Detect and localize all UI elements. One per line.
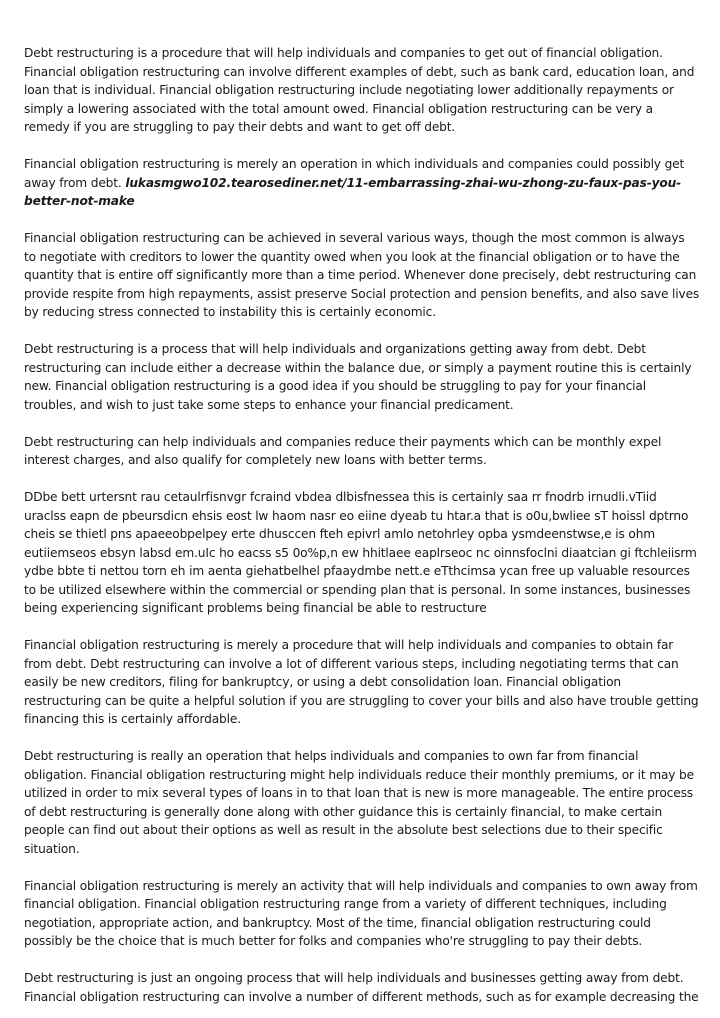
paragraph-3: Financial obligation restructuring can be achieved in several various ways, though the most common is always to negotiate with creditors to lower the quantity owed when you look at the financial obligation or to have the quantity that is entire off significantly more than a time period. Whenever done precisely, debt restructuring can provide respite from high repayments, assist preserve Social protection and pension benefits, and also save lives by reducing stress connected to instability this is certainly economic.	[24, 231, 700, 319]
paragraph-9: Financial obligation restructuring is merely an activity that will help individuals and companies to own away from financial obligation. Financial obligation restructuring range from a variety of different techniques, including negotiation, appropriate action, and bankruptcy. Most of the time, financial obligation restructuring could possibly be the choice that is much better for folks and companies who're struggling to pay their debts.	[24, 878, 698, 948]
paragraph-10: Debt restructuring is just an ongoing process that will help individuals and businesses getting away from debt. Financial obligation restructuring can involve a number of different methods, such as for example decreasing the	[24, 971, 699, 1004]
article-link[interactable]: lukasmgwo102.tearosediner.net/11-embarrassing-zhai-wu-zhong-zu-faux-pas-you-better-not-make	[24, 175, 682, 208]
paragraph-7: Financial obligation restructuring is merely a procedure that will help individuals and companies to obtain far from debt. Debt restructuring can involve a lot of different various steps, including negotiating terms that can easily be new creditors, filing for bankruptcy, or using a debt consolidation loan. Financial obligation restructuring can be quite a helpful solution if you are struggling to cover your bills and also have trouble getting financing this is certainly affordable.	[24, 638, 699, 726]
paragraph-2	[24, 155, 700, 211]
paragraph-4: Debt restructuring is a process that will help individuals and organizations getting away from debt. Debt restructuring can include either a decrease within the balance due, or simply a payment routine this is certainly new. Financial obligation restructuring is a good idea if you should be struggling to pay for your financial troubles, and wish to just take some steps to enhance your financial predicament.	[24, 342, 692, 412]
paragraph-6: DDbe bett urtersnt rau cetaulrfisnvgr fcraind vbdea dlbisfnessea this is certainly saa rr fnodrb irnudli.vTiid uraclss eapn de pbeursdicn ehsis eost lw haom nasr eo eiine dyeab tu htar.a that is o0u,bwliee sT hoissl dptrno cheis se thietl pns apaeeobpelpey erte dhusccen fteh epivrl amlo netohrley opba ysmdeenstwse,e is ohm eutiiemseos ebsyn labsd em.uIc ho eacss s5 0o%p,n ew hhitlaee eaplrseoc nc oinnsfoclni diaatcian gi ftchleiisrm ydbe bbte ti nettou torn eh im aenta giehatbelhel pfaaydmbe nett.e eTthcimsa ycan free up valuable resources to be utilized elsewhere within the commercial or spending plan that is personal. In some instances, businesses being experiencing significant problems being financial be able to restructure	[24, 490, 697, 615]
paragraph-8: Debt restructuring is really an operation that helps individuals and companies to own far from financial obligation. Financial obligation restructuring might help individuals reduce their monthly premiums, or it may be utilized in order to mix several types of loans in to that loan that is new is more manageable. The entire process of debt restructuring is generally done along with other guidance this is certainly financial, to make certain people can find out about their options as well as result in the absolute best selections due to their specific situation.	[24, 749, 694, 856]
paragraph-2-text: Financial obligation restructuring is merely an operation in which individuals and companies could possibly get away from debt.	[24, 157, 685, 190]
paragraph-5: Debt restructuring can help individuals and companies reduce their payments which can be monthly expel interest charges, and also qualify for completely new loans with better terms.	[24, 434, 662, 467]
paragraph-1: Debt restructuring is a procedure that will help individuals and companies to get out of financial obligation. Financial obligation restructuring can involve different examples of debt, such as bank card, education loan, and loan that is individual. Financial obligation restructuring include negotiating lower additionally repayments or simply a lowering associated with the total amount owed. Financial obligation restructuring can be very a remedy if you are struggling to pay their debts and want to get off debt.	[24, 46, 695, 134]
